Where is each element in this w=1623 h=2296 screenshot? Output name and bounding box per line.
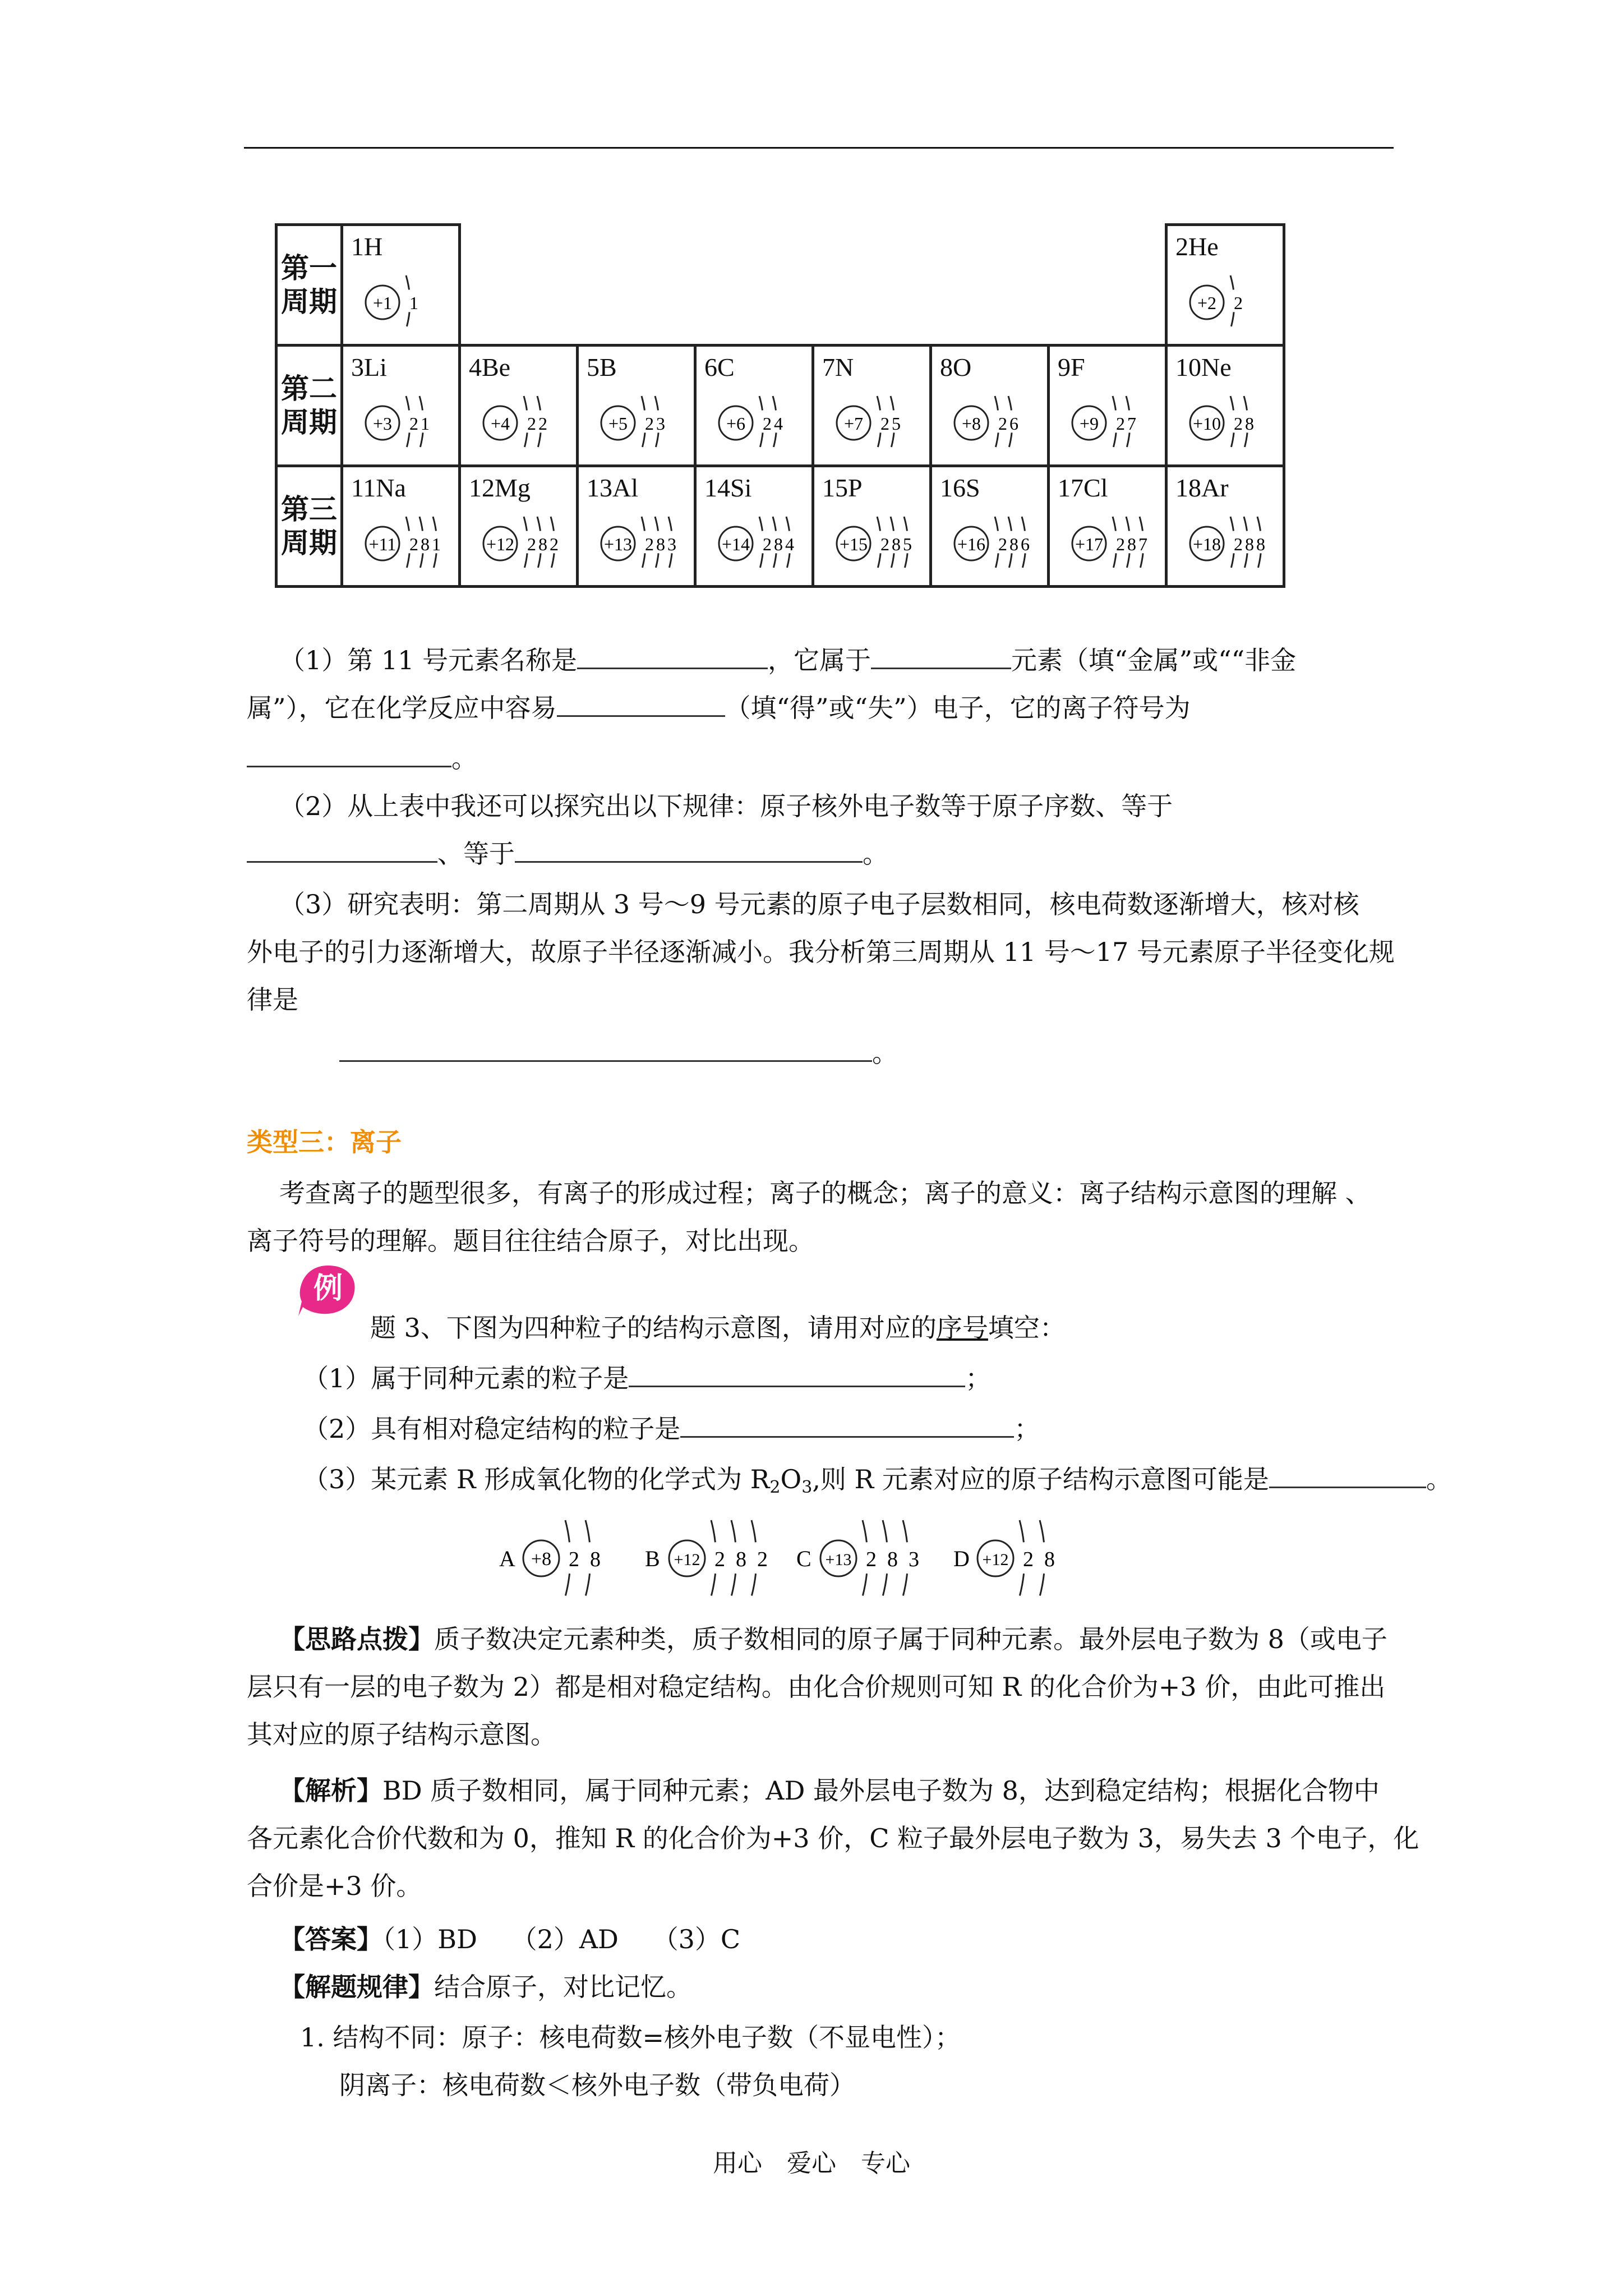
element-symbol: 8O [940, 353, 972, 381]
shell-electron-counts: 28 [1234, 413, 1256, 434]
particle-label: D [953, 1546, 970, 1571]
q1-text-e: （填“得”或“失”）电子，它的离子符号为 [725, 693, 1191, 723]
atom-diagram [360, 392, 455, 459]
answer-blank[interactable] [1269, 1464, 1426, 1488]
hint-line-1 [279, 1616, 1387, 1663]
element-cell [931, 466, 1049, 587]
element-cell [342, 346, 460, 466]
element-symbol: 6C [704, 353, 735, 381]
answer-text: （1）BD （2）AD （3）C [382, 1924, 741, 1954]
nuclear-charge: +4 [490, 413, 510, 434]
nuclear-charge: +8 [531, 1549, 552, 1570]
q1-text-b: ，它属于 [768, 645, 872, 675]
point-1: 1. 结构不同：原子：核电荷数=核外电子数（不显电性）； [300, 2022, 961, 2053]
shell-electron-counts: 22 [527, 413, 550, 434]
particle-label: A [499, 1546, 515, 1571]
q1-text-d: 属”），它在化学反应中容易 [247, 693, 557, 723]
element-symbol: 2He [1175, 232, 1219, 261]
example-q2-end: ； [1014, 1414, 1040, 1444]
shell-electron-counts: 2 8 2 [714, 1548, 768, 1571]
atom-diagram [831, 512, 926, 579]
period-row [276, 466, 1284, 587]
nuclear-charge: +17 [1075, 534, 1104, 554]
element-cell [695, 466, 813, 587]
element-symbol: 12Mg [469, 473, 531, 502]
nuclear-charge: +5 [608, 413, 628, 434]
period-label-text: 第一 [281, 252, 337, 284]
shell-electron-counts: 27 [1116, 413, 1138, 434]
question-1-line-1 [279, 637, 1296, 684]
hint-text-1: 质子数决定元素种类，质子数相同的原子属于同种元素。最外层电子数为 8（或电子 [434, 1624, 1387, 1654]
rule-text: 结合原子，对比记忆。 [434, 1972, 692, 2002]
particle-label: B [645, 1546, 660, 1571]
atom-diagram [1184, 271, 1280, 338]
atom-diagram [360, 512, 455, 579]
period-label-text: 周期 [281, 527, 337, 559]
question-2-line-1: （2）从上表中我还可以探究出以下规律：原子核外电子数等于原子序数、等于 [279, 791, 1173, 821]
element-cell [1166, 346, 1284, 466]
period-label [278, 347, 340, 464]
element-cell [1049, 466, 1166, 587]
question-3-line-3: 律是 [247, 984, 298, 1015]
period-label [278, 467, 340, 585]
atom-diagram [1067, 512, 1162, 579]
period-label-cell [276, 225, 342, 346]
example-badge-icon [297, 1262, 359, 1318]
hint-line-3: 其对应的原子结构示意图。 [247, 1719, 556, 1750]
nuclear-charge: +8 [961, 413, 981, 434]
atom-diagram [713, 392, 809, 459]
section-title: 类型三：离子 [247, 1127, 402, 1157]
q2-text-mid: 、等于 [437, 839, 515, 869]
element-symbol: 14Si [704, 473, 752, 502]
element-symbol: 9F [1058, 353, 1085, 381]
particle-diagram [953, 1520, 1055, 1596]
shell-electron-counts: 24 [763, 413, 785, 434]
intro-line-2: 离子符号的理解。题目往往结合原子，对比出现。 [247, 1226, 814, 1256]
example-title-b: 填空： [988, 1313, 1066, 1343]
answer-blank[interactable] [247, 839, 437, 863]
element-cell [578, 466, 695, 587]
rule-tag: 【解题规律】 [279, 1972, 434, 2002]
example-title [370, 1304, 1066, 1351]
example-badge-text: 例 [313, 1272, 343, 1305]
nuclear-charge: +12 [486, 534, 515, 554]
nuclear-charge: +18 [1192, 534, 1221, 554]
nuclear-charge: +14 [721, 534, 750, 554]
period-label-text: 周期 [281, 406, 337, 439]
period-label [278, 226, 340, 344]
point-2: 阴离子：核电荷数＜核外电子数（带负电荷） [339, 2070, 855, 2100]
answer-blank[interactable] [629, 1363, 965, 1387]
answer-blank[interactable] [871, 645, 1011, 669]
nuclear-charge: +11 [368, 534, 396, 554]
shell-electron-counts: 282 [527, 534, 561, 554]
solution-text-1: BD 质子数相同，属于同种元素；AD 最外层电子数为 8，达到稳定结构；根据化合物中 [382, 1775, 1380, 1806]
particle-diagram [499, 1520, 601, 1596]
empty-cell [460, 225, 578, 346]
atom-diagram [596, 512, 691, 579]
shell-electron-counts: 2 8 [1023, 1548, 1055, 1571]
particle-label: C [796, 1546, 811, 1571]
nuclear-charge: +1 [372, 293, 393, 313]
element-symbol: 11Na [351, 473, 406, 502]
atom-diagram [1184, 512, 1280, 579]
element-cell [931, 346, 1049, 466]
atom-diagram [949, 392, 1044, 459]
element-symbol: 7N [822, 353, 854, 381]
element-cell [1166, 466, 1284, 587]
question-3-line-4 [339, 1029, 898, 1076]
shell-electron-counts: 281 [409, 534, 443, 554]
element-symbol: 15P [822, 473, 863, 502]
q2-end: 。 [863, 839, 888, 869]
answer-blank[interactable] [339, 1038, 872, 1062]
example-q1-end: ； [965, 1363, 992, 1393]
nuclear-charge: +13 [603, 534, 633, 554]
question-2-line-2 [247, 830, 888, 877]
shell-electron-counts: 288 [1234, 534, 1267, 554]
example-q2 [303, 1405, 1040, 1452]
element-cell [695, 346, 813, 466]
header-rule [244, 147, 1394, 149]
atom-diagram [949, 512, 1044, 579]
nuclear-charge: +13 [825, 1550, 852, 1569]
q1-text-a: （1）第 11 号元素名称是 [279, 645, 578, 675]
element-symbol: 1H [351, 232, 383, 261]
shell-electron-counts: 283 [645, 534, 679, 554]
element-cell [813, 346, 931, 466]
question-1-line-2 [247, 684, 1191, 731]
atom-diagram [1067, 392, 1162, 459]
hint-line-2: 层只有一层的电子数为 2）都是相对稳定结构。由化合价规则可知 R 的化合价为+3 价，由此可推出 [247, 1672, 1386, 1702]
question-3-line-2: 外电子的引力逐渐增大，故原子半径逐渐减小。我分析第三周期从 11 号～17 号元素原子半径变化规 [247, 937, 1395, 967]
atom-diagram [360, 271, 455, 338]
empty-cell [578, 225, 695, 346]
particle-diagram [796, 1520, 919, 1596]
shell-electron-counts: 284 [763, 534, 796, 554]
empty-cell [931, 225, 1049, 346]
element-symbol: 13Al [587, 473, 638, 502]
q3-end: 。 [872, 1038, 898, 1068]
period-label-text: 第三 [281, 493, 337, 526]
nuclear-charge: +7 [843, 413, 864, 434]
element-symbol: 5B [587, 353, 617, 381]
intro-line-1: 考查离子的题型很多，有离子的形成过程；离子的概念；离子的意义：离子结构示意图的理解 、 [279, 1178, 1371, 1208]
periodic-table [275, 223, 1285, 588]
element-symbol: 16S [940, 473, 980, 502]
answer-blank[interactable] [515, 839, 863, 863]
particle-diagrams [494, 1509, 1110, 1604]
period-label-text: 第二 [281, 372, 337, 405]
period-label-cell [276, 466, 342, 587]
shell-electron-counts: 2 8 [569, 1548, 601, 1571]
empty-cell [695, 225, 813, 346]
answer-line [279, 1916, 740, 1963]
solution-line-2: 各元素化合价代数和为 0，推知 R 的化合价为+3 价，C 粒子最外层电子数为 3，易失去 3 个电子，化 [247, 1823, 1419, 1853]
atom-diagram [596, 392, 691, 459]
page-footer: 用心 爱心 专心 [713, 2149, 910, 2178]
atom-diagram [478, 512, 573, 579]
element-cell [813, 466, 931, 587]
example-q1-text: （1）属于同种元素的粒子是 [303, 1363, 629, 1393]
element-symbol: 3Li [351, 353, 387, 381]
solution-line-1 [279, 1767, 1380, 1814]
q1-end: 。 [451, 743, 477, 774]
answer-blank[interactable] [577, 645, 768, 669]
example-q2-text: （2）具有相对稳定结构的粒子是 [303, 1414, 681, 1444]
period-label-cell [276, 346, 342, 466]
shell-electron-counts: 1 [409, 293, 421, 313]
nuclear-charge: +6 [726, 413, 746, 434]
element-symbol: 18Ar [1175, 473, 1229, 502]
shell-electron-counts: 285 [880, 534, 914, 554]
example-q3 [303, 1456, 1452, 1511]
atom-diagram [831, 392, 926, 459]
answer-tag: 【答案】 [279, 1924, 382, 1954]
example-title-a: 题 3、下图为四种粒子的结构示意图，请用对应的 [370, 1313, 937, 1343]
rule-line [279, 1963, 692, 2010]
shell-electron-counts: 2 [1234, 293, 1245, 313]
element-cell [1049, 346, 1166, 466]
element-cell [578, 346, 695, 466]
shell-electron-counts: 26 [998, 413, 1021, 434]
nuclear-charge: +2 [1197, 293, 1217, 313]
shell-electron-counts: 23 [645, 413, 667, 434]
question-3-line-1: （3）研究表明：第二周期从 3 号～9 号元素的原子电子层数相同，核电荷数逐渐增大，核对核 [279, 889, 1359, 919]
example-q3-text-a: （3）某元素 R 形成氧化物的化学式为 R [303, 1464, 770, 1494]
element-cell [342, 466, 460, 587]
question-1-line-3 [247, 735, 477, 782]
period-row [276, 346, 1284, 466]
nuclear-charge: +15 [839, 534, 868, 554]
example-q3-text-b: O [780, 1464, 802, 1494]
subscript: 3 [801, 1478, 813, 1497]
atom-diagram [478, 392, 573, 459]
answer-blank[interactable] [557, 693, 725, 717]
element-cell [460, 466, 578, 587]
element-symbol: 10Ne [1175, 353, 1232, 381]
example-q1 [303, 1355, 991, 1402]
element-symbol: 17Cl [1058, 473, 1108, 502]
element-cell [460, 346, 578, 466]
nuclear-charge: +12 [674, 1550, 700, 1569]
atom-diagram [713, 512, 809, 579]
example-title-underlined: 序号 [936, 1313, 988, 1343]
shell-electron-counts: 2 8 3 [866, 1548, 919, 1571]
period-row [276, 225, 1284, 346]
solution-tag: 【解析】 [279, 1775, 382, 1806]
particle-diagram [645, 1520, 768, 1596]
nuclear-charge: +9 [1079, 413, 1099, 434]
shell-electron-counts: 287 [1116, 534, 1150, 554]
atom-diagram [1184, 392, 1280, 459]
example-q3-end: 。 [1426, 1464, 1452, 1494]
nuclear-charge: +3 [372, 413, 393, 434]
subscript: 2 [769, 1478, 781, 1497]
example-q3-text-c: ,则 R 元素对应的原子结构示意图可能是 [812, 1464, 1269, 1494]
shell-electron-counts: 286 [998, 534, 1032, 554]
element-symbol: 4Be [469, 353, 511, 381]
nuclear-charge: +12 [982, 1550, 1009, 1569]
solution-line-3: 合价是+3 价。 [247, 1871, 422, 1901]
answer-blank[interactable] [247, 743, 451, 767]
answer-blank[interactable] [680, 1414, 1014, 1438]
empty-cell [813, 225, 931, 346]
element-cell [1166, 225, 1284, 346]
q1-text-c: 元素（填“金属”或““非金 [1011, 645, 1297, 675]
nuclear-charge: +10 [1192, 413, 1221, 434]
element-cell [342, 225, 460, 346]
shell-electron-counts: 25 [880, 413, 903, 434]
shell-electron-counts: 21 [409, 413, 432, 434]
nuclear-charge: +16 [957, 534, 986, 554]
empty-cell [1049, 225, 1166, 346]
hint-tag: 【思路点拨】 [279, 1624, 434, 1654]
period-label-text: 周期 [281, 286, 337, 318]
